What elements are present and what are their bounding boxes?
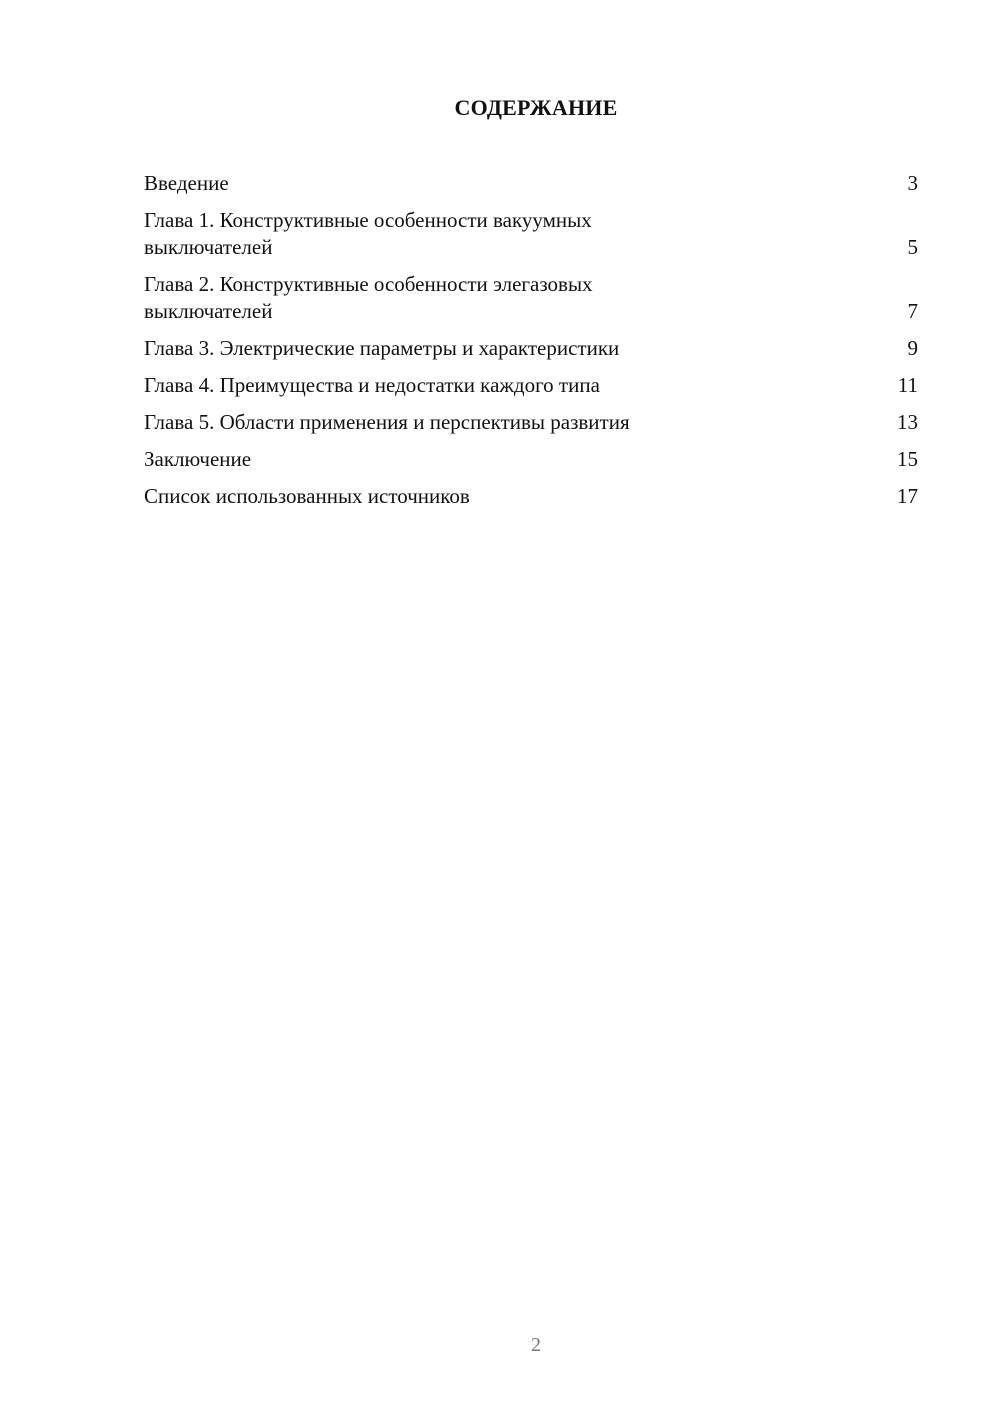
toc-entry-line: Глава 3. Электрические параметры и характеристики bbox=[144, 336, 620, 360]
toc-entry-chapter-5 bbox=[144, 409, 918, 436]
page-number: 2 bbox=[531, 1334, 541, 1356]
toc-entry-line: Глава 5. Области применения и перспективы развития bbox=[144, 410, 630, 434]
toc-entry-chapter-2 bbox=[144, 271, 918, 325]
toc-entry-page: 11 bbox=[897, 373, 918, 397]
toc-entry-title bbox=[144, 271, 744, 325]
toc-entry-page: 3 bbox=[907, 171, 918, 195]
toc-entry-title bbox=[144, 409, 764, 436]
toc-entry-title bbox=[144, 170, 744, 197]
toc-entry-chapter-1 bbox=[144, 207, 918, 261]
toc-entry-line: выключателей bbox=[144, 235, 273, 259]
page-title: СОДЕРЖАНИЕ bbox=[454, 95, 618, 120]
toc-entry-title bbox=[144, 335, 764, 362]
toc-entry-page: 5 bbox=[907, 235, 918, 259]
toc-entry-line: Введение bbox=[144, 171, 229, 195]
toc-entry-title bbox=[144, 483, 744, 510]
toc-entry-page: 13 bbox=[897, 410, 918, 434]
toc-entry-title bbox=[144, 446, 744, 473]
toc-entry-line: Глава 2. Конструктивные особенности элегазовых bbox=[144, 272, 593, 296]
toc-entry-page: 9 bbox=[907, 336, 918, 360]
toc-entry-page: 17 bbox=[897, 484, 918, 508]
toc-entry-page: 7 bbox=[907, 299, 918, 323]
toc-entry-line: Глава 4. Преимущества и недостатки каждого типа bbox=[144, 373, 600, 397]
toc-entry-page: 15 bbox=[897, 447, 918, 471]
toc-entry-chapter-3 bbox=[144, 335, 918, 362]
toc-entry-line: Список использованных источников bbox=[144, 484, 470, 508]
toc-entry-introduction bbox=[144, 170, 918, 197]
toc-entry-title bbox=[144, 372, 764, 399]
table-of-contents bbox=[144, 170, 918, 520]
toc-entry-line: Заключение bbox=[144, 447, 252, 471]
toc-entry-title bbox=[144, 207, 744, 261]
toc-entry-references bbox=[144, 483, 918, 510]
toc-entry-line: выключателей bbox=[144, 299, 273, 323]
toc-entry-line: Глава 1. Конструктивные особенности вакуумных bbox=[144, 208, 592, 232]
toc-entry-conclusion bbox=[144, 446, 918, 473]
toc-entry-chapter-4 bbox=[144, 372, 918, 399]
